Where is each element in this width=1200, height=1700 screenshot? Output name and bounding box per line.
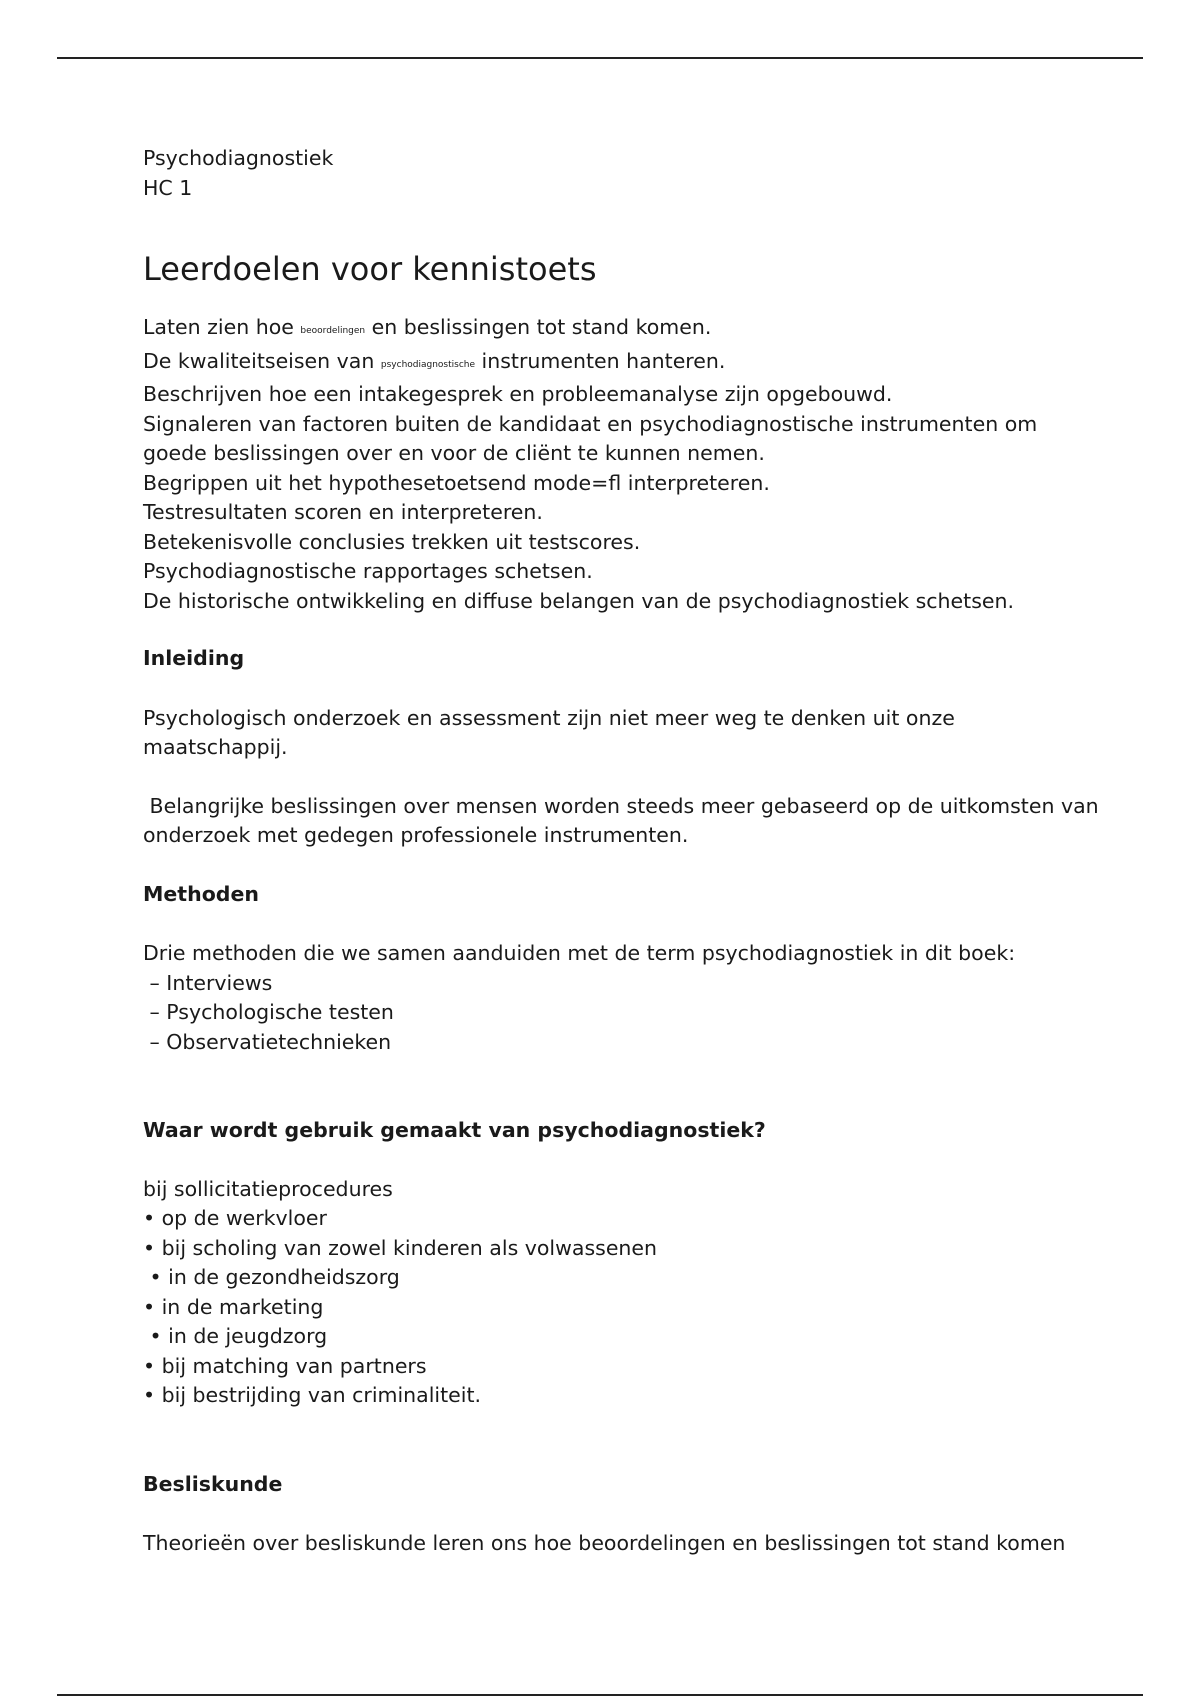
gebruik-item: • bij bestrijding van criminaliteit. [143, 1383, 482, 1407]
gebruik-item: • in de gezondheidszorg [143, 1265, 400, 1289]
objective-line: De kwaliteitseisen van psychodiagnostische instrumenten hanteren. [143, 348, 726, 373]
methoden-intro: Drie methoden die we samen aanduiden met de term psychodiagnostiek in dit boek: [143, 941, 1016, 965]
methoden-item: – Psychologische testen [143, 1000, 394, 1024]
inleiding-paragraph-2-line-1: Belangrijke beslissingen over mensen worden steeds meer gebaseerd op de uitkomsten van [143, 793, 1099, 818]
methoden-item: – Observatietechnieken [143, 1029, 392, 1054]
section-heading-methoden: Methoden [143, 881, 259, 906]
besliskunde-paragraph-1: Theorieën over besliskunde leren ons hoe beoordelingen en beslissingen tot stand komen [143, 1531, 1066, 1555]
course-name: Psychodiagnostiek [143, 146, 334, 170]
objective-line: Beschrijven hoe een intakegesprek en probleemanalyse zijn opgebouwd. [143, 382, 893, 406]
section-heading-inleiding: Inleiding [143, 646, 245, 670]
objective-line: Laten zien hoe beoordelingen en beslissingen tot stand komen. [143, 315, 712, 339]
gebruik-item: • in de marketing [143, 1294, 324, 1319]
section-heading-gebruik: Waar wordt gebruik gemaakt van psychodiagnostiek? [143, 1118, 766, 1142]
gebruik-item: • op de werkvloer [143, 1206, 327, 1230]
methoden-item: – Interviews [143, 970, 273, 995]
objective-line: Signaleren van factoren buiten de kandidaat en psychodiagnostische instrumenten om [143, 411, 1038, 436]
gebruik-item: • in de jeugdzorg [143, 1324, 328, 1348]
page-title: Leerdoelen voor kennistoets [143, 250, 597, 288]
objective-line: De historische ontwikkeling en diffuse belangen van de psychodiagnostiek schetsen. [143, 588, 1014, 613]
inleiding-paragraph-2-line-2: onderzoek met gedegen professionele instrumenten. [143, 823, 689, 847]
bottom-rule [57, 1694, 1143, 1696]
objective-line: Testresultaten scoren en interpreteren. [143, 500, 543, 524]
gebruik-item: • bij scholing van zowel kinderen als volwassenen [143, 1235, 658, 1260]
objective-line: Begrippen uit het hypothesetoetsend mode=fl interpreteren. [143, 470, 770, 495]
section-heading-besliskunde: Besliskunde [143, 1471, 283, 1496]
objective-line: goede beslissingen over en voor de cliënt te kunnen nemen. [143, 441, 765, 465]
gebruik-item: bij sollicitatieprocedures [143, 1176, 393, 1201]
inleiding-paragraph-1: Psychologisch onderzoek en assessment zijn niet meer weg te denken uit onze maatschappij. [143, 705, 955, 759]
objective-line: Betekenisvolle conclusies trekken uit testscores. [143, 529, 641, 554]
top-rule [57, 57, 1143, 59]
gebruik-item: • bij matching van partners [143, 1353, 427, 1378]
objective-line: Psychodiagnostische rapportages schetsen. [143, 559, 593, 583]
objectives-list [143, 313, 1103, 616]
lecture-number: HC 1 [143, 175, 193, 200]
document-page [143, 144, 1103, 1559]
